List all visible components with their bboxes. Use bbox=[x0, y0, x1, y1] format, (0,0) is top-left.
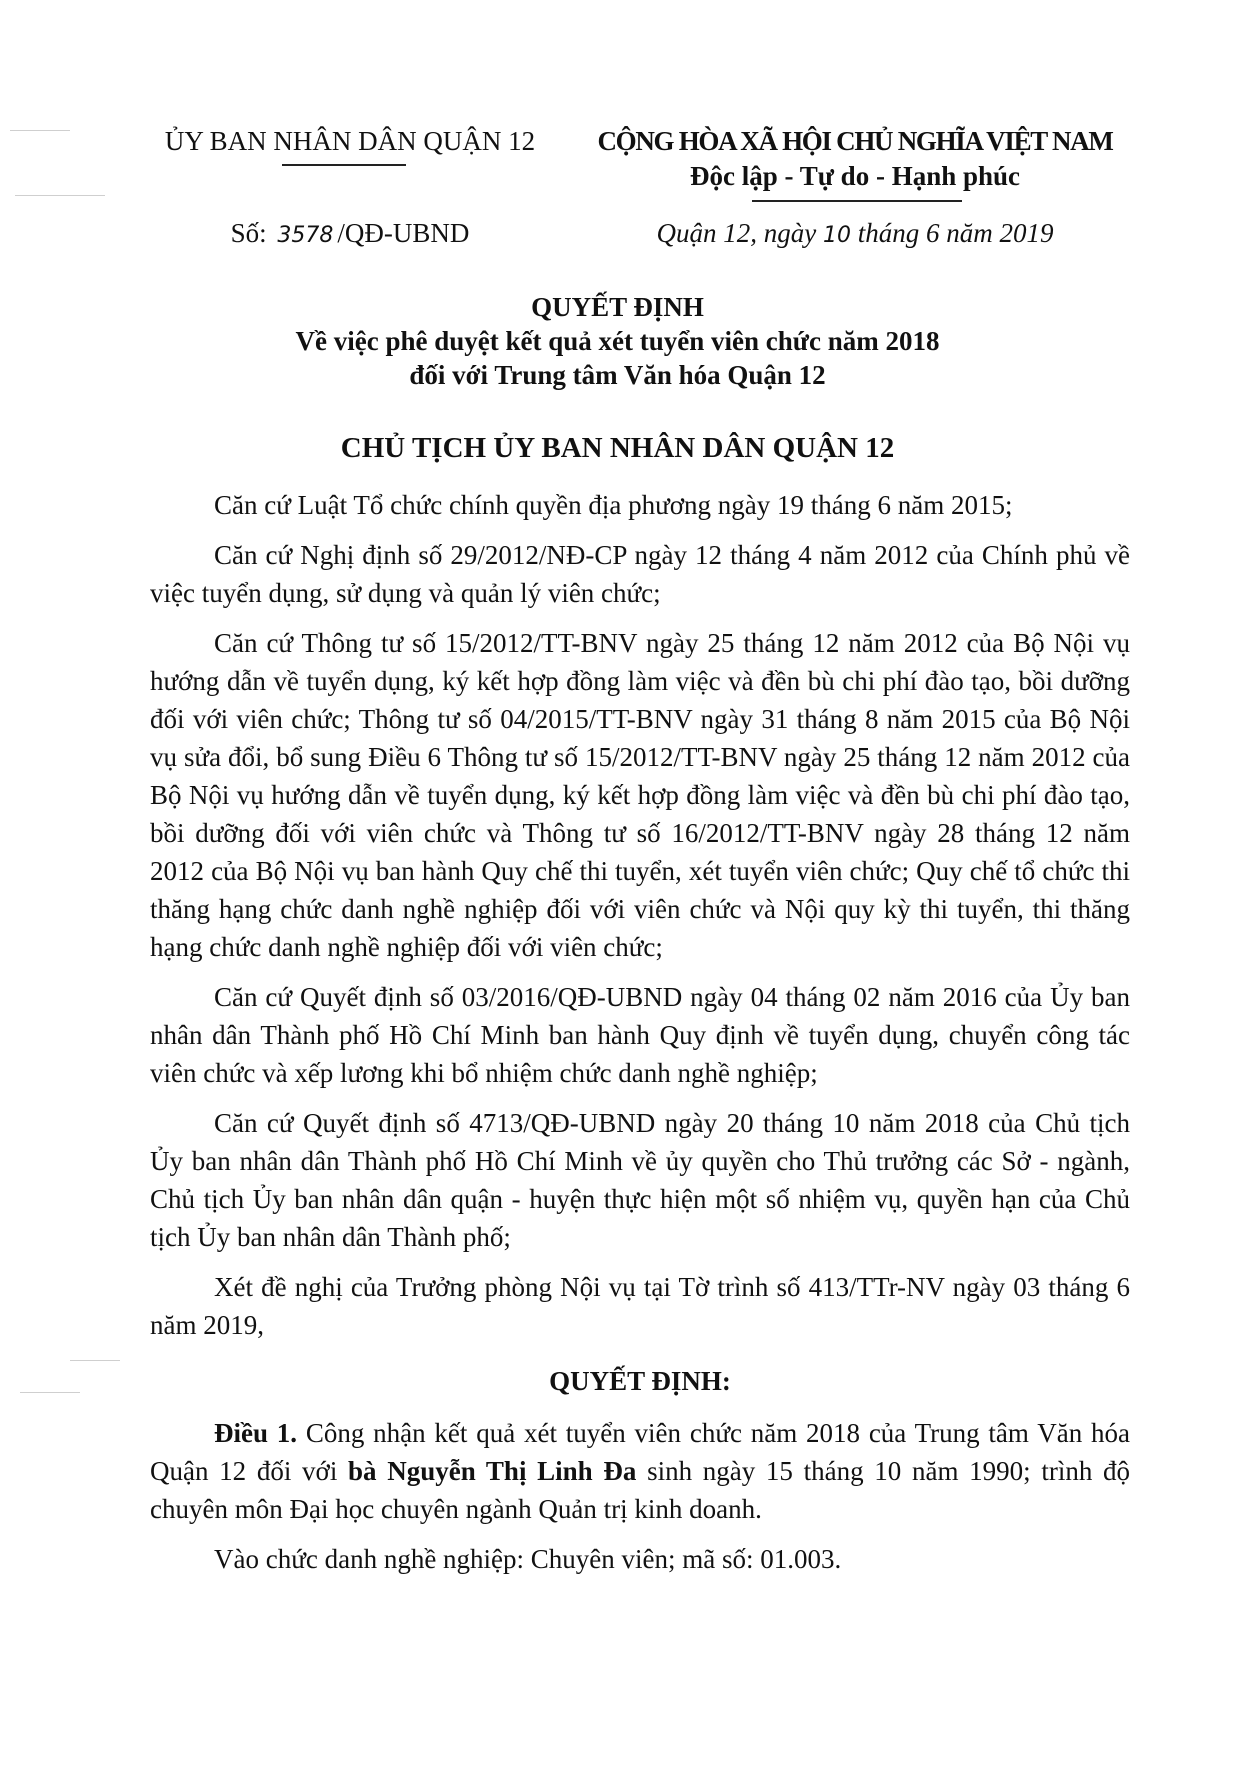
subject-line-2: đối với Trung tâm Văn hóa Quận 12 bbox=[409, 360, 826, 390]
motto-underline bbox=[752, 200, 962, 202]
date-prefix: Quận 12, ngày bbox=[656, 218, 817, 248]
legal-basis-3: Căn cứ Thông tư số 15/2012/TT-BNV ngày 25 tháng 12 năm 2012 của Bộ Nội vụ hướng dẫn về tuyển dụng, ký kết hợp đồng làm việc và đền bù chi phí đào tạo, bồi dưỡng đối với viên chức; Thông tư số 04/2015/TT-BNV ngày 31 tháng 8 năm 2015 của Bộ Nội vụ sửa đổi, bổ sung Điều 6 Thông tư số 15/2012/TT-BNV ngày 25 tháng 12 năm 2012 của Bộ Nội vụ hướng dẫn về tuyển dụng, ký kết hợp đồng làm việc và đền bù chi phí đào tạo, bồi dưỡng đối với viên chức và Thông tư số 16/2012/TT-BNV ngày 28 tháng 12 năm 2012 của Bộ Nội vụ ban hành Quy chế thi tuyển, xét tuyển viên chức; Quy chế tổ chức thi thăng hạng chức danh nghề nghiệp đối với viên chức và Nội quy kỳ thi tuyển, thi thăng hạng chức danh nghề nghiệp đối với viên chức; bbox=[150, 628, 1130, 962]
scan-noise bbox=[20, 1392, 80, 1393]
number-suffix: /QĐ-UBND bbox=[337, 218, 470, 248]
number-prefix: Số: bbox=[230, 218, 267, 248]
national-title: CỘNG HÒA XÃ HỘI CHỦ NGHĨA VIỆT NAM bbox=[597, 126, 1113, 156]
handwritten-day: 10 bbox=[822, 223, 851, 248]
article-1-text-b: sinh ngày 15 tháng 10 năm 1990; trình độ chuyên môn Đại học chuyên ngành Quản trị kinh doanh. bbox=[150, 1456, 1130, 1524]
proposal-basis: Xét đề nghị của Trưởng phòng Nội vụ tại Tờ trình số 413/TTr-NV ngày 03 tháng 6 năm 2019, bbox=[150, 1272, 1130, 1340]
scan-noise bbox=[70, 1360, 120, 1361]
article-1 bbox=[150, 1414, 1130, 1528]
decision-heading: QUYẾT ĐỊNH: bbox=[549, 1366, 731, 1396]
legal-basis-1: Căn cứ Luật Tổ chức chính quyền địa phương ngày 19 tháng 6 năm 2015; bbox=[214, 490, 1013, 520]
org-underline bbox=[282, 164, 406, 166]
handwritten-number: 3578 bbox=[277, 223, 334, 248]
article-1-text-a: Công nhận kết quả xét tuyển viên chức năm 2018 của Trung tâm Văn hóa Quận 12 đối với bbox=[150, 1418, 1130, 1486]
legal-basis-4: Căn cứ Quyết định số 03/2016/QĐ-UBND ngày 04 tháng 02 năm 2016 của Ủy ban nhân dân Thành phố Hồ Chí Minh ban hành Quy định về tuyển dụng, chuyển công tác viên chức và xếp lương khi bổ nhiệm chức danh nghề nghiệp; bbox=[150, 982, 1130, 1088]
national-motto: Độc lập - Tự do - Hạnh phúc bbox=[689, 161, 1021, 191]
scan-noise bbox=[15, 195, 105, 196]
document-type: QUYẾT ĐỊNH bbox=[531, 292, 704, 322]
article-1-label: Điều 1. bbox=[214, 1418, 298, 1448]
legal-basis-5: Căn cứ Quyết định số 4713/QĐ-UBND ngày 20 tháng 10 năm 2018 của Chủ tịch Ủy ban nhân dân Thành phố Hồ Chí Minh về ủy quyền cho Thủ trưởng các Sở - ngành, Chủ tịch Ủy ban nhân dân quận - huyện thực hiện một số nhiệm vụ, quyền hạn của Chủ tịch Ủy ban nhân dân Thành phố; bbox=[150, 1108, 1130, 1252]
document-header bbox=[0, 118, 1235, 258]
document-body bbox=[150, 486, 1130, 1590]
candidate-name: bà Nguyễn Thị Linh Đa bbox=[348, 1456, 637, 1486]
date-suffix: tháng 6 năm 2019 bbox=[857, 218, 1054, 248]
job-title-line: Vào chức danh nghề nghiệp: Chuyên viên; mã số: 01.003. bbox=[214, 1544, 842, 1574]
issuing-organization: ỦY BAN NHÂN DÂN QUẬN 12 bbox=[164, 126, 536, 156]
document-number bbox=[140, 218, 560, 249]
scan-noise bbox=[10, 130, 70, 131]
issuing-authority: CHỦ TỊCH ỦY BAN NHÂN DÂN QUẬN 12 bbox=[340, 432, 895, 464]
legal-basis-2: Căn cứ Nghị định số 29/2012/NĐ-CP ngày 12 tháng 4 năm 2012 của Chính phủ về việc tuyển dụng, sử dụng và quản lý viên chức; bbox=[150, 540, 1130, 608]
document-date bbox=[590, 218, 1120, 249]
subject-line-1: Về việc phê duyệt kết quả xét tuyển viên chức năm 2018 bbox=[295, 326, 940, 356]
